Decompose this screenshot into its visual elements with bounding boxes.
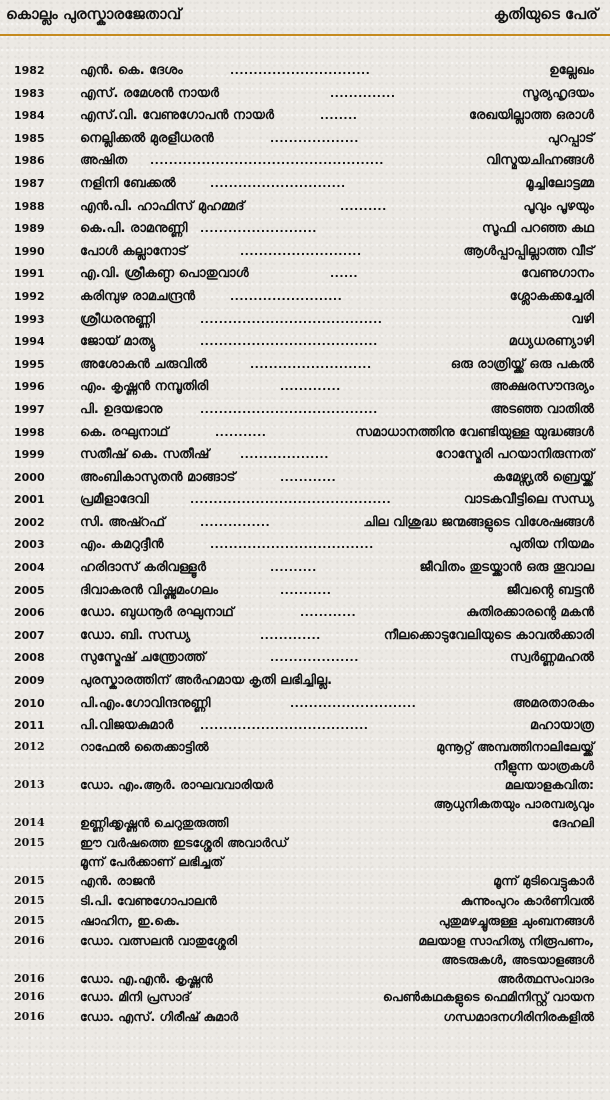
awardee-name: കെ.പി. രാമനുണ്ണി — [80, 221, 188, 237]
awardee-name: കരിമ്പുഴ രാമചന്ദ്രൻ — [80, 288, 196, 304]
awardee-name: പോൾ കല്ലാനോട് — [80, 243, 187, 259]
award-year: 2000 — [14, 470, 45, 484]
work-title-line: കുന്നുംപുറം കാർണിവൽ — [460, 893, 594, 908]
table-row — [0, 647, 610, 670]
award-year: 2008 — [14, 651, 45, 665]
award-year: 1994 — [14, 335, 45, 349]
work-title: അക്ഷരസൗന്ദര്യം — [490, 379, 594, 395]
work-title-line: ദേഹലി — [551, 815, 594, 830]
work-title: പുറപ്പാട് — [547, 130, 594, 146]
work-title: വേണുഗാനം — [521, 266, 594, 282]
work-title — [439, 911, 594, 930]
leader-dots: ....................................... — [200, 312, 383, 326]
work-title-line: നീളുന്ന യാത്രകൾ — [493, 758, 594, 773]
award-year: 2001 — [14, 493, 45, 507]
awardee-name: ശ്രീധരനുണ്ണി — [80, 311, 155, 327]
work-title: വാടകവീട്ടിലെ സന്ധ്യ — [463, 492, 594, 508]
leader-dots: ............. — [280, 380, 341, 394]
awardee-name: സുസ്മേഷ് ചന്ത്രോത്ത് — [80, 650, 206, 666]
table-row — [0, 489, 610, 512]
leader-dots: ................................... — [210, 538, 374, 552]
awardee-name: ഹരിദാസ് കരിവള്ളൂർ — [80, 560, 206, 576]
work-title: അടഞ്ഞ വാതിൽ — [490, 401, 594, 417]
work-title: മധ്യധരണ്യാഴി — [508, 334, 594, 350]
leader-dots: ........... — [215, 425, 267, 439]
work-title: സമാധാനത്തിനു വേണ്ടിയുള്ള യുദ്ധങ്ങൾ — [355, 424, 594, 440]
leader-dots: ............................. — [210, 176, 346, 190]
award-year: 2015 — [14, 836, 45, 849]
award-year: 1993 — [14, 312, 45, 326]
award-year: 2006 — [14, 606, 45, 620]
work-title: അമരതാരകം — [512, 695, 594, 711]
leader-dots: ................... — [270, 651, 359, 665]
work-title: വിസ്മയചിഹ്നങ്ങൾ — [485, 153, 594, 169]
table-row — [0, 286, 610, 309]
header-work: കൃതിയുടെ പേര് — [493, 5, 598, 23]
work-title — [383, 987, 594, 1006]
awardee-name: ദിവാകരൻ വിഷ്ണുമംഗലം — [80, 582, 218, 598]
table-row — [0, 715, 610, 738]
award-note — [80, 833, 288, 871]
table-row — [0, 891, 610, 911]
work-title-line: ആധുനികതയും പാരമ്പര്യവും — [433, 796, 594, 811]
work-title: ഒരു രാത്രിയ്ക്ക് ഒരു പകൽ — [450, 356, 594, 372]
work-title: മഹായാത്ര — [530, 718, 594, 734]
awardee-name: എ.വി. ശ്രീകണ്ഠ പൊതുവാൾ — [80, 266, 249, 282]
award-year: 2003 — [14, 538, 45, 552]
award-year: 1991 — [14, 267, 45, 281]
table-row — [0, 422, 610, 445]
award-year: 2009 — [14, 674, 45, 688]
award-year: 1998 — [14, 425, 45, 439]
award-year: 2011 — [14, 719, 45, 733]
table-row — [0, 557, 610, 580]
award-year: 1985 — [14, 131, 45, 145]
work-title: പുതിയ നിയമം — [509, 537, 594, 553]
award-year: 2010 — [14, 696, 45, 710]
awardee-name: സതീഷ് കെ. സതീഷ് — [80, 447, 210, 463]
work-title: കുതിരക്കാരന്റെ മകൻ — [466, 605, 594, 621]
work-title: ശ്ലോകക്കച്ചേരി — [509, 288, 594, 304]
table-row — [0, 534, 610, 557]
work-title: കമേഴ്സ്യൽ ബ്രെയ്ക്ക് — [492, 469, 594, 485]
work-title: സൂര്യഹൃദയം — [521, 85, 594, 101]
work-title: ചില വിശുദ്ധ ജന്മങ്ങളുടെ വിശേഷങ്ങൾ — [363, 514, 594, 530]
table-row — [0, 218, 610, 241]
award-year: 2015 — [14, 894, 45, 907]
award-year: 1986 — [14, 154, 45, 168]
award-year: 2012 — [14, 740, 45, 753]
table-row — [0, 128, 610, 151]
awardee-name: സി. അഷ്റഫ് — [80, 514, 166, 530]
work-title: സ്വർണ്ണമഹൽ — [509, 650, 594, 666]
table-row — [0, 173, 610, 196]
awardee-name: റാഫേൽ തൈക്കാട്ടിൽ — [80, 739, 209, 754]
leader-dots: ............. — [260, 628, 321, 642]
work-title — [419, 931, 594, 969]
table-row — [0, 196, 610, 219]
awardee-name: പി.വിജയകുമാർ — [80, 718, 174, 734]
awardee-name: ഡോ. ബുധനൂർ രഘുനാഥ് — [80, 605, 234, 621]
awardee-name: പി. ഉദയഭാനു — [80, 401, 163, 417]
awardee-name: എം. കമറുദ്ദീൻ — [80, 537, 164, 553]
leader-dots: ............ — [300, 606, 357, 620]
work-title: പൂവും പൂഴയും — [523, 198, 594, 214]
leader-dots: ........................................... — [190, 493, 392, 507]
table-row — [0, 580, 610, 603]
work-title — [436, 737, 594, 775]
awardee-name: അഷിത — [80, 153, 128, 169]
table-row — [0, 911, 610, 931]
table-row — [0, 263, 610, 286]
awardee-name: ഡോ. എസ്. ഗിരീഷ് കുമാർ — [80, 1009, 239, 1024]
leader-dots: ............ — [280, 470, 337, 484]
work-title: സൂഫി പറഞ്ഞ കഥ — [482, 221, 594, 237]
awardee-name: ഷാഹിന, ഇ.കെ. — [80, 913, 180, 928]
header-awardee: കൊല്ലം പുരസ്കാരജേതാവ് — [6, 5, 182, 23]
award-year: 1982 — [14, 64, 45, 77]
awardee-name: എൻ.പി. ഹാഫിസ് മുഹമ്മദ് — [80, 198, 245, 214]
table-row — [0, 775, 610, 813]
table-row — [0, 309, 610, 332]
award-year: 1983 — [14, 86, 45, 100]
work-title: വഴി — [571, 311, 594, 327]
work-title: ജീവിതം തുടയ്ക്കാൻ ഒരു തൂവാല — [419, 560, 594, 576]
work-title — [443, 1007, 594, 1026]
work-title — [498, 969, 594, 988]
table-row — [0, 354, 610, 377]
leader-dots: ........... — [280, 583, 332, 597]
award-year: 2016 — [14, 934, 45, 947]
work-title — [552, 813, 594, 832]
award-note-line: ഈ വർഷത്തെ ഇടശ്ശേരി അവാർഡ് — [80, 835, 288, 850]
work-title-line: മുന്നൂറ്റ് അമ്പത്തിനാലിലേയ്ക്ക് — [436, 739, 594, 754]
award-year: 2015 — [14, 874, 45, 887]
table-row — [0, 693, 610, 716]
work-title: നീലക്കൊടുവേലിയുടെ കാവൽക്കാരി — [383, 627, 594, 643]
award-year: 2005 — [14, 583, 45, 597]
award-year: 1987 — [14, 176, 45, 190]
award-year: 1999 — [14, 448, 45, 462]
award-note: പുരസ്കാരത്തിന് അർഹമായ കൃതി ലഭിച്ചില്ല. — [80, 673, 333, 689]
leader-dots: ................... — [240, 448, 329, 462]
awardee-name: ഡോ. മിനി പ്രസാദ് — [80, 989, 191, 1004]
award-year: 2007 — [14, 628, 45, 642]
award-year: 2015 — [14, 914, 45, 927]
work-title-line: അടരുകൾ, അടയാളങ്ങൾ — [441, 952, 594, 967]
leader-dots: ........................... — [290, 696, 417, 710]
table-row — [0, 987, 610, 1007]
awardee-name: നെല്ലിക്കൽ മുരളീധരൻ — [80, 130, 214, 146]
award-year: 2004 — [14, 561, 45, 575]
work-title: രേഖയില്ലാത്ത ഒരാൾ — [469, 108, 594, 124]
table-row — [0, 969, 610, 987]
award-year: 2013 — [14, 778, 45, 791]
work-title-line: മലയാളകവിത: — [504, 777, 594, 792]
work-title-line: മലയാള സാഹിത്യ നിരൂപണം, — [418, 933, 594, 948]
table-row — [0, 60, 610, 83]
table-row — [0, 467, 610, 490]
leader-dots: .................................................. — [150, 154, 384, 168]
awardee-name: എം. കൃഷ്ണൻ നമ്പൂതിരി — [80, 379, 209, 395]
leader-dots: ...................................... — [200, 335, 378, 349]
table-row — [0, 737, 610, 775]
table-row — [0, 150, 610, 173]
awardee-name: അംബികാസുതൻ മാങ്ങാട് — [80, 469, 236, 485]
award-note-line: മൂന്ന് പേർക്കാണ് ലഭിച്ചത് — [80, 854, 224, 869]
table-row — [0, 602, 610, 625]
awardee-name: ഉണ്ണിക്കൃഷ്ണൻ ചെറുതുരുത്തി — [80, 815, 229, 830]
award-year: 1992 — [14, 289, 45, 303]
table-row — [0, 670, 610, 693]
leader-dots: ...... — [330, 267, 359, 281]
leader-dots: .............. — [330, 86, 396, 100]
table-row — [0, 833, 610, 871]
table-row — [0, 241, 610, 264]
award-year: 1995 — [14, 357, 45, 371]
award-year: 1989 — [14, 222, 45, 236]
awardee-name: അശോകൻ ചരുവിൽ — [80, 356, 207, 372]
award-year: 1990 — [14, 244, 45, 258]
awardee-name: എസ്. രമേശൻ നായർ — [80, 85, 219, 101]
leader-dots: ........................ — [230, 289, 343, 303]
table-row — [0, 399, 610, 422]
work-title: മൂച്ചിലോട്ടമ്മ — [525, 175, 594, 191]
table-row — [0, 512, 610, 535]
work-title: ഉല്ലേഖം — [549, 63, 594, 78]
table-row — [0, 105, 610, 128]
work-title — [461, 891, 594, 910]
table-row — [0, 871, 610, 891]
awardee-name: കെ. രഘുനാഥ് — [80, 424, 169, 440]
award-year: 1997 — [14, 402, 45, 416]
table-row — [0, 625, 610, 648]
table-row — [0, 931, 610, 969]
leader-dots: .............................. — [230, 64, 371, 77]
work-title: ജീവന്റെ ബട്ടൻ — [506, 582, 594, 598]
awardee-name: പ്രമീളാദേവി — [80, 492, 149, 508]
awardee-name: പി.എം.ഗോവിന്ദനുണ്ണി — [80, 695, 211, 711]
leader-dots: .......................... — [250, 357, 372, 371]
awardee-name: എസ്.വി. വേണുഗോപൻ നായർ — [80, 108, 274, 124]
leader-dots: ...................................... — [200, 402, 378, 416]
work-title: ആൾപ്പാപ്പില്ലാത്ത വീട് — [463, 243, 594, 259]
award-list — [0, 60, 610, 738]
work-title-line: അർത്ഥസംവാദം — [497, 971, 594, 986]
award-year: 2016 — [14, 990, 45, 1003]
award-year: 2016 — [14, 972, 45, 985]
awardee-name: ഡോ. വത്സലൻ വാതുശ്ശേരി — [80, 933, 237, 948]
leader-dots: .......... — [340, 199, 387, 213]
leader-dots: .......... — [270, 561, 317, 575]
award-year: 1988 — [14, 199, 45, 213]
awardee-name: എൻ. കെ. ദേശം — [80, 63, 183, 78]
work-title-line: പെൺകഥകളുടെ ഫെമിനിസ്റ്റ് വായന — [382, 989, 594, 1004]
table-row — [0, 1007, 610, 1027]
award-year: 1996 — [14, 380, 45, 394]
award-year: 1984 — [14, 109, 45, 123]
work-title — [493, 871, 594, 890]
awardee-name: ഡോ. എം.ആർ. രാഘവവാരിയർ — [80, 777, 274, 792]
work-title-line: പുതുമഴച്ചൂരുള്ള ചുംബനങ്ങൾ — [438, 913, 594, 928]
leader-dots: .......................... — [240, 244, 362, 258]
award-year: 2014 — [14, 816, 45, 829]
work-title-line: ഗന്ധമാദനഗിരിനിരകളിൽ — [443, 1009, 594, 1024]
work-title — [433, 775, 594, 813]
table-row — [0, 376, 610, 399]
table-row — [0, 331, 610, 354]
awardee-name: ടി.പി. വേണുഗോപാലൻ — [80, 893, 217, 908]
leader-dots: ......................... — [200, 222, 317, 236]
award-year: 2016 — [14, 1010, 45, 1023]
award-year: 2002 — [14, 515, 45, 529]
work-title: റോസ്മേരി പറയാനിരുന്നത് — [435, 447, 594, 463]
leader-dots: .................................... — [200, 719, 369, 733]
leader-dots: ................... — [270, 131, 359, 145]
leader-dots: ............... — [200, 515, 271, 529]
award-list-later — [0, 737, 610, 1027]
awardee-name: എൻ. രാജൻ — [80, 873, 155, 888]
awardee-name: നളിനി ബേക്കൽ — [80, 175, 176, 191]
awardee-name: ഡോ. ബി. സന്ധ്യ — [80, 627, 191, 643]
table-row — [0, 83, 610, 106]
table-header — [0, 0, 610, 36]
leader-dots: ........ — [320, 109, 358, 123]
awardee-name: ജോയ് മാത്യു — [80, 334, 155, 350]
work-title-line: മൂന്ന് മുടിവെട്ടുകാർ — [493, 873, 594, 888]
table-row — [0, 444, 610, 467]
awardee-name: ഡോ. എ.എൻ. കൃഷ്ണൻ — [80, 971, 213, 986]
table-row — [0, 813, 610, 833]
